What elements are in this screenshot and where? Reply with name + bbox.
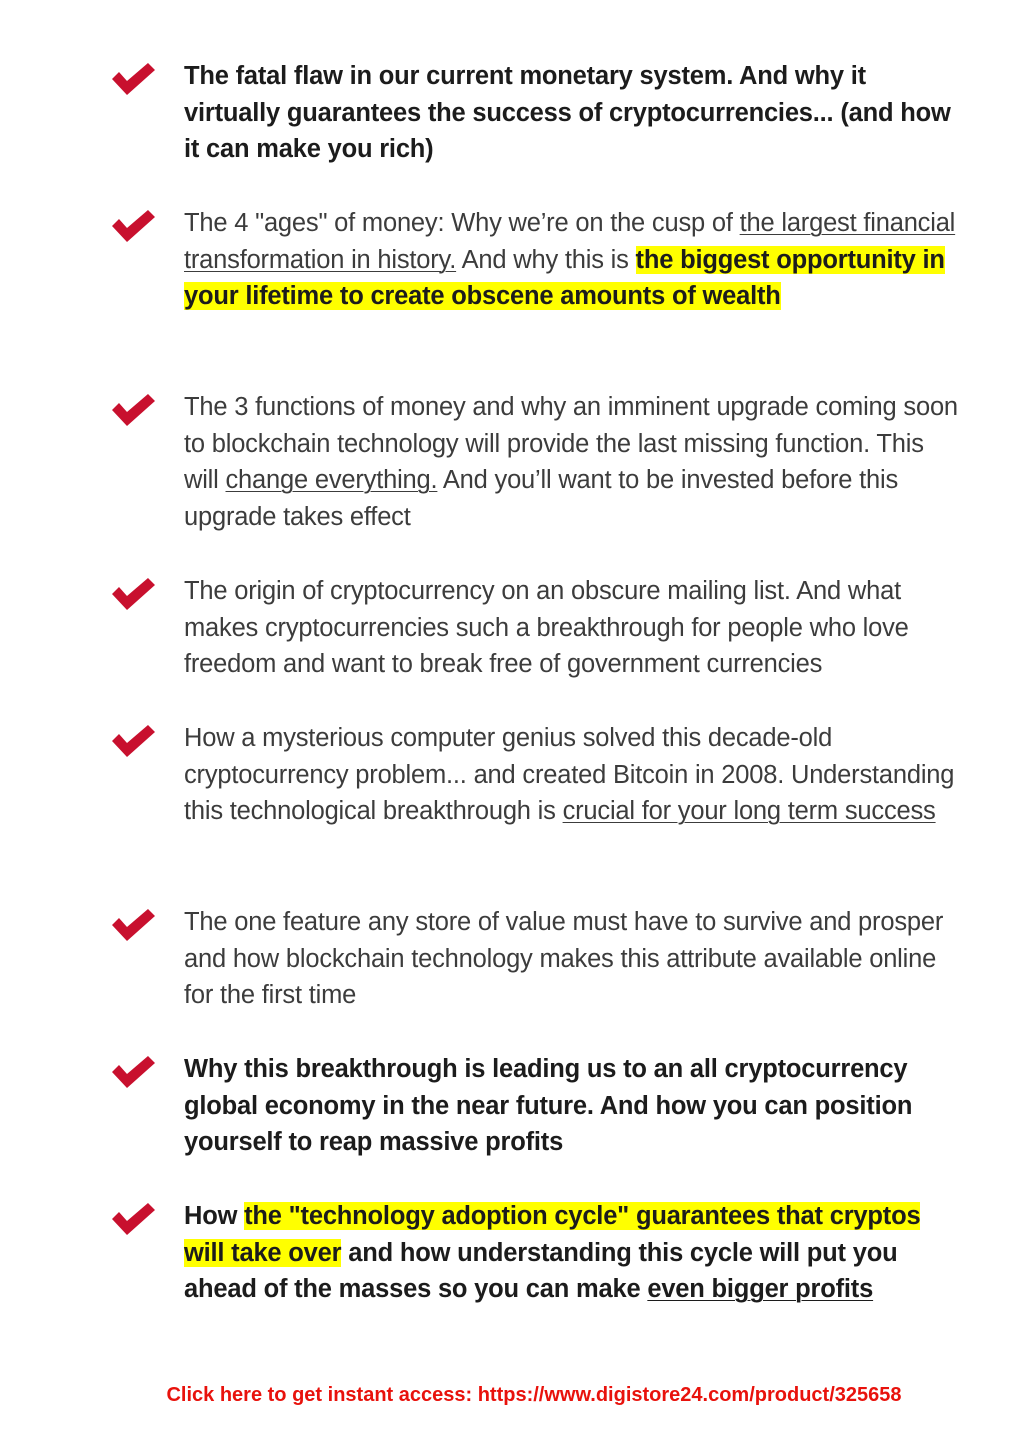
text-segment: And you’ll want to be invested before this upgrade takes effect [184, 466, 899, 531]
list-item-text [184, 389, 964, 535]
list-item-text [184, 720, 964, 830]
text-segment: And why this is [456, 245, 636, 274]
text-segment: The one feature any store of value must have to survive and prosper and how blockchain technology makes this attribute available online for the first time [184, 908, 944, 1009]
underlined-phrase: the largest financial transformation in history. [184, 209, 956, 274]
check-mark-icon [110, 393, 156, 427]
check-mark-icon [110, 908, 156, 942]
check-mark-icon [110, 1202, 156, 1236]
highlighted-phrase: the biggest opportunity in your lifetime to create obscene amounts of wealth [184, 245, 945, 310]
text-segment: The 4 "ages" of money: Why we’re on the cusp of [184, 209, 740, 237]
text-segment: The 3 functions of money and why an imminent upgrade coming soon to blockchain technology will provide the last missing function. This will [184, 393, 958, 494]
benefit-list [110, 58, 970, 1345]
list-item [110, 389, 970, 573]
text-segment: and how understanding this cycle will put you ahead of the masses so you can make [184, 1238, 898, 1303]
underlined-phrase: change everything. [225, 466, 438, 494]
list-item [110, 58, 970, 205]
list-item [110, 573, 970, 720]
text-segment: Why this breakthrough is leading us to an all cryptocurrency global economy in the near future. And how you can position yourself to reap massive profits [184, 1055, 913, 1156]
check-mark-icon [110, 209, 156, 243]
list-item-text [184, 1051, 964, 1161]
text-segment: How a mysterious computer genius solved this decade-old cryptocurrency problem... and created Bitcoin in 2008. Understanding this technological breakthrough is [184, 724, 955, 825]
list-item-text [184, 1198, 964, 1308]
check-mark-icon [110, 724, 156, 758]
list-item-text [184, 58, 964, 168]
check-mark-icon [110, 1055, 156, 1089]
underlined-phrase: crucial for your long term success [562, 797, 936, 825]
check-mark-icon [110, 62, 156, 96]
list-item [110, 1051, 970, 1198]
list-item-text [184, 573, 964, 683]
highlighted-phrase: the "technology adoption cycle" guarantees that cryptos will take over [184, 1202, 921, 1267]
list-item [110, 904, 970, 1051]
list-item [110, 1198, 970, 1345]
list-item-text [184, 205, 964, 315]
list-item-text [184, 904, 964, 1014]
text-segment: The fatal flaw in our current monetary system. And why it virtually guarantees the success of cryptocurrencies... (and how it can make you rich) [184, 62, 951, 163]
check-mark-icon [110, 577, 156, 611]
access-link[interactable]: Click here to get instant access: https://www.digistore24.com/product/325658 [166, 1384, 902, 1406]
underlined-phrase: even bigger profits [647, 1275, 874, 1303]
list-item [110, 720, 970, 904]
text-segment: The origin of cryptocurrency on an obscure mailing list. And what makes cryptocurrencies such a breakthrough for people who love freedom and want to break free of government currencies [184, 577, 909, 678]
list-item [110, 205, 970, 389]
text-segment: How [184, 1202, 245, 1230]
